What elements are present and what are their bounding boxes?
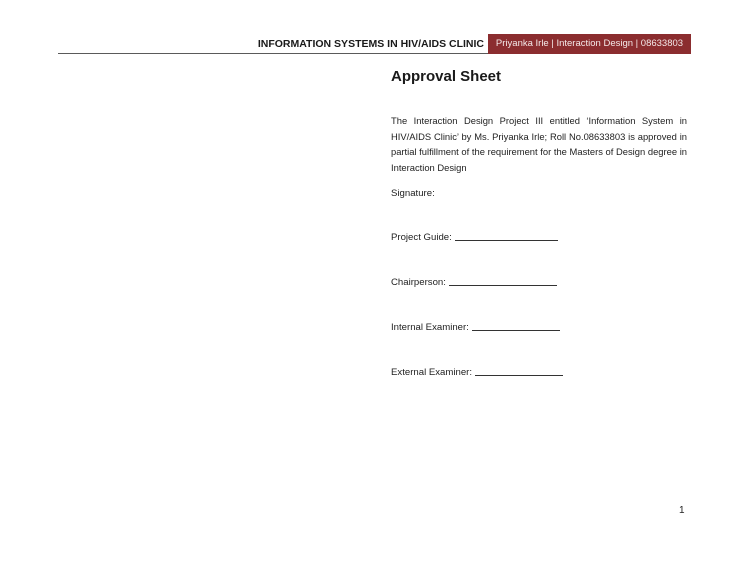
signature-row-chairperson <box>391 277 557 288</box>
signature-label: Signature: <box>391 188 435 199</box>
signatory-label: Chairperson: <box>391 277 446 288</box>
document-header-title: INFORMATION SYSTEMS IN HIV/AIDS CLINIC <box>257 38 484 50</box>
signature-row-external-examiner <box>391 367 563 378</box>
signature-line <box>475 375 563 376</box>
signatory-label: Project Guide: <box>391 232 452 243</box>
page-title: Approval Sheet <box>391 68 502 85</box>
header-rule <box>58 53 488 54</box>
signature-row-internal-examiner <box>391 322 560 333</box>
author-badge: Priyanka Irle | Interaction Design | 08633803 <box>488 34 691 54</box>
signatory-label: External Examiner: <box>391 367 473 378</box>
signature-line <box>455 240 558 241</box>
signature-line <box>449 285 557 286</box>
signature-row-project-guide <box>391 232 558 243</box>
signature-line <box>472 330 560 331</box>
signatory-label: Internal Examiner: <box>391 322 469 333</box>
approval-statement: The Interaction Design Project III entitled ‘Information System in HIV/AIDS Clinic’ by Ms. Priyanka Irle; Roll No.08633803 is approved in partial fulfillment of the requirement for the Masters of Design degree in Interaction Design <box>391 115 687 173</box>
page-number: 1 <box>679 505 685 516</box>
